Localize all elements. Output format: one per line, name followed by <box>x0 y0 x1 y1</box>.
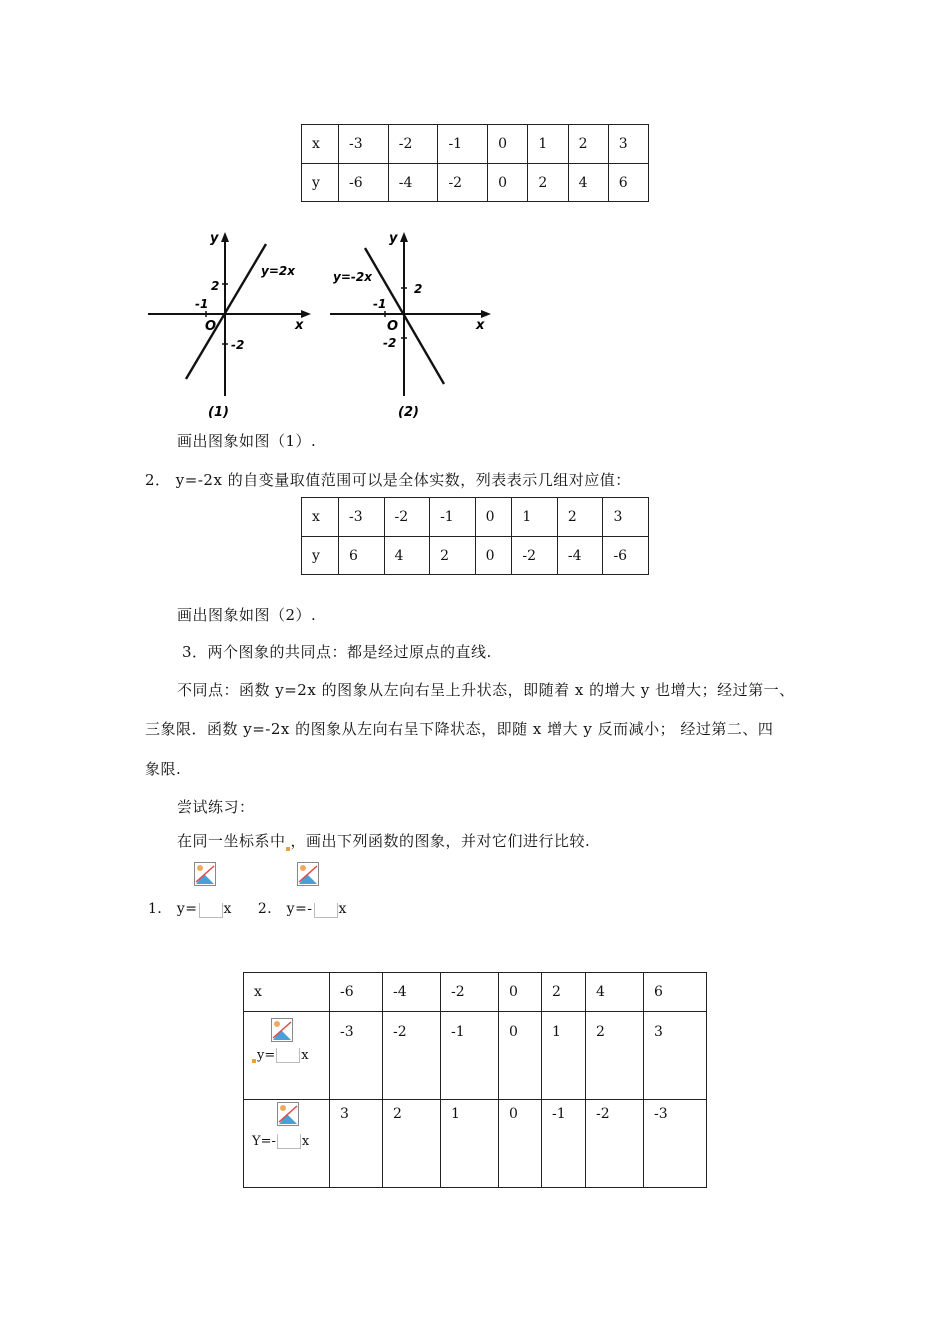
placeholder-box <box>199 903 223 918</box>
table-cell: 3 <box>330 1100 383 1188</box>
instruction-text: 在同一坐标系中 <box>177 832 286 850</box>
table-cell: 0 <box>488 164 528 202</box>
placeholder-box <box>277 1134 301 1149</box>
table-cell: 0 <box>475 537 512 575</box>
graph-caption: (1) <box>208 405 229 420</box>
y-axis-label: y <box>210 231 219 246</box>
heading-practice: 尝试练习： <box>177 798 255 816</box>
table-cell: y <box>302 537 339 575</box>
table-cell: 2 <box>528 164 568 202</box>
table-y-neg-2x-values <box>301 497 649 575</box>
exercise-2-var: x <box>338 901 347 917</box>
table-cell: -2 <box>586 1100 644 1188</box>
row-label-text: Y=- <box>252 1134 276 1149</box>
table-cell: x <box>244 973 330 1012</box>
table-cell: -3 <box>339 125 389 164</box>
table-cell: 2 <box>568 125 608 164</box>
table-cell: 2 <box>557 498 603 537</box>
table-cell: 4 <box>586 973 644 1012</box>
table-cell: 3 <box>644 1012 707 1100</box>
broken-image-icon <box>194 862 216 886</box>
table-cell: -2 <box>383 1012 441 1100</box>
origin-label: O <box>205 319 217 334</box>
table-cell: -2 <box>384 498 430 537</box>
instruction-text: ，画出下列函数的图象，并对它们进行比较. <box>290 832 591 850</box>
table-cell: 4 <box>384 537 430 575</box>
tick-label: -1 <box>373 297 387 311</box>
row-label <box>252 1134 309 1149</box>
table-cell: 6 <box>339 537 385 575</box>
origin-label: O <box>387 319 399 334</box>
table-cell: -2 <box>388 125 438 164</box>
tick-label: -2 <box>383 336 397 350</box>
table-cell: -2 <box>512 537 558 575</box>
table-y-2x-values <box>301 124 649 202</box>
paragraph-item2: 2． y=-2x 的自变量取值范围可以是全体实数，列表表示几组对应值： <box>145 471 631 489</box>
table-practice-values <box>243 972 707 1188</box>
paragraph-diff2: 三象限．函数 y=-2x 的图象从左向右呈下降状态，即随 x 增大 y 反而减小； 经过第二、四 <box>145 720 774 738</box>
table-cell: -2 <box>438 164 488 202</box>
x-axis-label: x <box>476 318 485 333</box>
table-cell: 3 <box>603 498 649 537</box>
table-cell: x <box>302 125 339 164</box>
table-row <box>244 1100 707 1188</box>
table-cell: -1 <box>542 1100 586 1188</box>
exercise-line <box>148 898 347 918</box>
table-cell: 0 <box>499 1012 542 1100</box>
table-cell: 0 <box>499 1100 542 1188</box>
table-cell: -4 <box>383 973 441 1012</box>
table-cell: -6 <box>603 537 649 575</box>
paragraph-draw1: 画出图象如图（1）. <box>177 432 317 450</box>
row-label-var: x <box>301 1048 309 1063</box>
tick-label: 2 <box>211 279 220 293</box>
x-axis-label: x <box>295 318 304 333</box>
table-cell: x <box>302 498 339 537</box>
placeholder-box <box>314 903 338 918</box>
table-row <box>302 125 649 164</box>
table-row <box>244 1012 707 1100</box>
line-label: y=-2x <box>333 270 372 284</box>
graph-caption: (2) <box>398 405 419 420</box>
table-row <box>302 498 649 537</box>
row-label <box>252 1048 309 1063</box>
placeholder-box <box>276 1048 300 1063</box>
table-cell <box>244 1100 330 1188</box>
paragraph-diff1: 不同点：函数 y=2x 的图象从左向右呈上升状态，即随着 x 的增大 y 也增大；经过第一、 <box>177 681 795 699</box>
table-cell: -6 <box>339 164 389 202</box>
y-axis-arrow <box>400 232 408 242</box>
table-cell: 2 <box>586 1012 644 1100</box>
table-row <box>302 164 649 202</box>
y-axis-label: y <box>389 231 398 246</box>
paragraph-item3: 3．两个图象的共同点：都是经过原点的直线. <box>182 643 492 661</box>
table-cell <box>244 1012 330 1100</box>
table-cell: 6 <box>644 973 707 1012</box>
table-cell: -3 <box>644 1100 707 1188</box>
table-cell: -3 <box>330 1012 383 1100</box>
table-cell: -1 <box>441 1012 499 1100</box>
x-axis-arrow <box>301 310 311 318</box>
table-cell: 1 <box>441 1100 499 1188</box>
exercise-1-var: x <box>223 901 232 917</box>
tick-label: -2 <box>231 338 245 352</box>
row-label-text: y= <box>257 1048 276 1063</box>
exercise-2-label: 2． y=- <box>257 901 313 917</box>
table-cell: 0 <box>488 125 528 164</box>
table-cell: -4 <box>557 537 603 575</box>
broken-image-icon <box>297 862 319 886</box>
line-label: y=2x <box>261 264 295 278</box>
paragraph-instruction <box>177 830 590 851</box>
table-cell: -6 <box>330 973 383 1012</box>
marker-dot-icon <box>252 1059 256 1063</box>
table-row <box>302 537 649 575</box>
table-cell: 4 <box>568 164 608 202</box>
table-cell: 2 <box>383 1100 441 1188</box>
table-cell: 2 <box>430 537 476 575</box>
table-cell: 0 <box>499 973 542 1012</box>
graph-y-neg-2x <box>325 228 495 423</box>
graph-y-2x <box>145 228 315 423</box>
tick-label: 2 <box>414 282 423 296</box>
tick-label: -1 <box>195 297 209 311</box>
broken-image-icon <box>277 1102 299 1126</box>
row-label-var: x <box>301 1134 310 1149</box>
table-cell: 0 <box>475 498 512 537</box>
table-cell: 1 <box>512 498 558 537</box>
table-cell: -1 <box>438 125 488 164</box>
broken-image-icon <box>271 1018 293 1042</box>
table-cell: -1 <box>430 498 476 537</box>
paragraph-draw2: 画出图象如图（2）. <box>177 606 317 624</box>
table-cell: -3 <box>339 498 385 537</box>
table-cell: 1 <box>528 125 568 164</box>
x-axis-arrow <box>481 310 491 318</box>
table-cell: 6 <box>608 164 648 202</box>
y-axis-arrow <box>221 232 229 242</box>
table-cell: y <box>302 164 339 202</box>
table-row <box>244 973 707 1012</box>
table-cell: -4 <box>388 164 438 202</box>
marker-dot-icon <box>286 847 290 851</box>
table-cell: 3 <box>608 125 648 164</box>
table-cell: 2 <box>542 973 586 1012</box>
paragraph-diff3: 象限. <box>145 760 182 778</box>
table-cell: 1 <box>542 1012 586 1100</box>
exercise-1-label: 1． y= <box>148 901 198 917</box>
table-cell: -2 <box>441 973 499 1012</box>
